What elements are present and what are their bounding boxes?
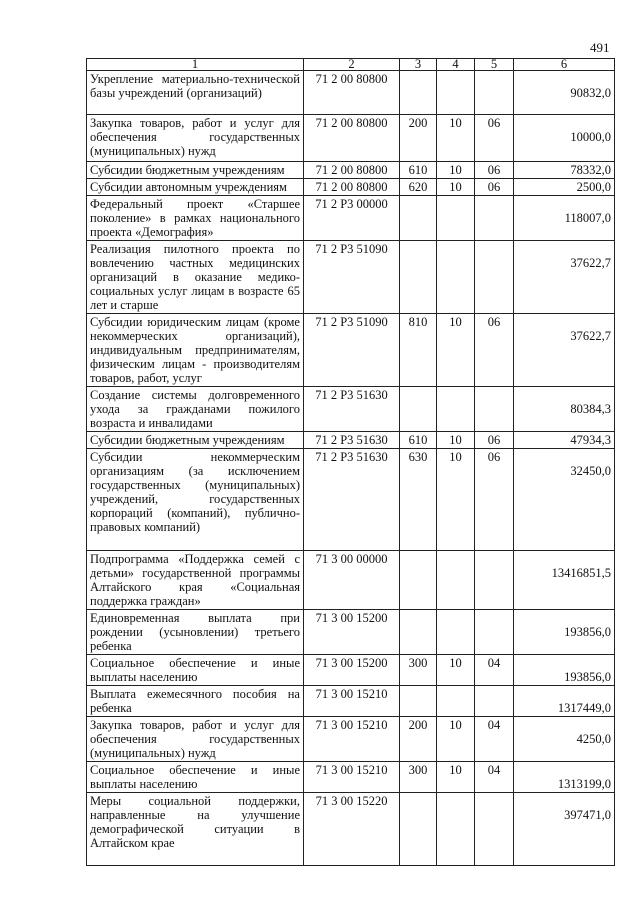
row-column-3 [400,71,437,115]
row-sum-value: 397471,0 [564,808,611,822]
row-column-4: 10 [437,162,475,179]
row-code: 71 3 00 15210 [304,762,400,793]
row-code: 71 3 00 15200 [304,655,400,686]
table-row [87,793,615,866]
table-row [87,196,615,241]
row-column-4: 10 [437,655,475,686]
row-sum [514,179,615,196]
row-column-5: 06 [475,432,514,449]
row-name: Укрепление материально-технической базы учреждений (организаций) [87,71,304,115]
row-code: 71 3 00 15210 [304,717,400,762]
row-sum-value: 4250,0 [576,732,611,746]
row-sum [514,551,615,610]
row-sum-value: 32450,0 [570,464,611,478]
column-header: 2 [304,59,400,71]
row-column-3 [400,241,437,314]
row-column-3: 810 [400,314,437,387]
row-sum-value: 37622,7 [570,256,611,270]
row-sum [514,793,615,866]
row-column-3: 200 [400,115,437,162]
row-sum [514,717,615,762]
row-sum [514,162,615,179]
row-sum-value: 193856,0 [564,625,611,639]
row-name: Реализация пилотного проекта по вовлечению частных медицинских организаций в оказание медико-социальных услуг лицам в возрасте 65 лет и старше [87,241,304,314]
row-column-3 [400,551,437,610]
table-row [87,717,615,762]
row-code: 71 3 00 00000 [304,551,400,610]
row-sum [514,655,615,686]
row-column-5: 06 [475,115,514,162]
budget-table [86,58,615,866]
row-name: Меры социальной поддержки, направленные на улучшение демографической ситуации в Алтайском крае [87,793,304,866]
row-column-5 [475,686,514,717]
row-column-5: 06 [475,449,514,551]
row-column-5 [475,71,514,115]
row-sum [514,241,615,314]
row-code: 71 2 00 80800 [304,71,400,115]
row-column-4 [437,71,475,115]
row-column-3: 630 [400,449,437,551]
row-sum-value: 78332,0 [570,163,611,177]
row-column-4 [437,241,475,314]
row-column-4 [437,196,475,241]
row-sum-value: 37622,7 [570,329,611,343]
row-name: Субсидии бюджетным учреждениям [87,432,304,449]
table-row [87,610,615,655]
row-sum [514,432,615,449]
row-column-3 [400,610,437,655]
table-row [87,115,615,162]
row-sum [514,115,615,162]
table-row [87,551,615,610]
table-row [87,387,615,432]
row-column-3: 610 [400,432,437,449]
row-sum [514,314,615,387]
table-row [87,686,615,717]
row-code: 71 3 00 15220 [304,793,400,866]
row-sum-value: 10000,0 [570,130,611,144]
column-header: 6 [514,59,615,71]
table-header-row [87,59,615,71]
row-column-5 [475,196,514,241]
row-column-3 [400,793,437,866]
row-code: 71 2 00 80800 [304,115,400,162]
row-name: Подпрограмма «Поддержка семей с детьми» государственной программы Алтайского края «Социальная поддержка граждан» [87,551,304,610]
table-row [87,162,615,179]
row-column-4 [437,610,475,655]
table-row [87,762,615,793]
row-sum [514,610,615,655]
column-header: 1 [87,59,304,71]
table-row [87,432,615,449]
row-column-3: 200 [400,717,437,762]
row-column-4: 10 [437,432,475,449]
row-column-5: 06 [475,179,514,196]
table-row [87,71,615,115]
row-sum [514,196,615,241]
row-column-5: 06 [475,314,514,387]
row-column-4: 10 [437,115,475,162]
row-code: 71 3 00 15210 [304,686,400,717]
row-name: Единовременная выплата при рождении (усыновлении) третьего ребенка [87,610,304,655]
row-sum-value: 118007,0 [564,211,611,225]
row-name: Субсидии автономным учреждениям [87,179,304,196]
table-row [87,179,615,196]
row-column-5 [475,241,514,314]
row-name: Социальное обеспечение и иные выплаты населению [87,655,304,686]
row-column-4 [437,551,475,610]
row-name: Субсидии некоммерческим организациям (за исключением государственных (муниципальных) учреждений, государственных корпораций (компаний), публично-правовых компаний) [87,449,304,551]
row-column-4: 10 [437,449,475,551]
row-sum [514,71,615,115]
row-column-3: 610 [400,162,437,179]
row-name: Субсидии бюджетным учреждениям [87,162,304,179]
row-sum [514,762,615,793]
row-column-5: 04 [475,717,514,762]
row-name: Субсидии юридическим лицам (кроме некоммерческих организаций), индивидуальным предпринимателям, физическим лицам - производителям товаров, работ, услуг [87,314,304,387]
row-column-4: 10 [437,717,475,762]
row-column-3 [400,387,437,432]
table-row [87,314,615,387]
row-column-4 [437,387,475,432]
row-sum-value: 1313199,0 [557,777,611,791]
row-code: 71 2 00 80800 [304,179,400,196]
row-column-3 [400,686,437,717]
row-sum-value: 193856,0 [564,670,611,684]
row-name: Закупка товаров, работ и услуг для обеспечения государственных (муниципальных) нужд [87,115,304,162]
column-header: 3 [400,59,437,71]
row-code: 71 2 P3 00000 [304,196,400,241]
row-sum-value: 47934,3 [570,433,611,447]
row-name: Социальное обеспечение и иные выплаты населению [87,762,304,793]
row-column-5: 04 [475,655,514,686]
row-column-5 [475,793,514,866]
row-name: Выплата ежемесячного пособия на ребенка [87,686,304,717]
row-code: 71 2 P3 51630 [304,387,400,432]
row-code: 71 2 P3 51090 [304,314,400,387]
row-sum-value: 2500,0 [576,180,611,194]
row-sum-value: 80384,3 [570,402,611,416]
row-column-5 [475,551,514,610]
row-column-5: 04 [475,762,514,793]
page-number: 491 [590,40,610,55]
row-code: 71 2 P3 51630 [304,432,400,449]
row-column-3 [400,196,437,241]
row-sum [514,387,615,432]
row-column-3: 300 [400,655,437,686]
row-name: Закупка товаров, работ и услуг для обеспечения государственных (муниципальных) нужд [87,717,304,762]
row-code: 71 2 00 80800 [304,162,400,179]
row-name: Федеральный проект «Старшее поколение» в рамках национального проекта «Демография» [87,196,304,241]
row-code: 71 2 P3 51090 [304,241,400,314]
row-column-4: 10 [437,314,475,387]
column-header: 4 [437,59,475,71]
row-column-3: 620 [400,179,437,196]
row-column-4: 10 [437,179,475,196]
table-row [87,449,615,551]
row-sum-value: 1317449,0 [557,701,611,715]
column-header: 5 [475,59,514,71]
row-sum-value: 13416851,5 [551,566,611,580]
row-column-5 [475,610,514,655]
row-column-3: 300 [400,762,437,793]
table-row [87,241,615,314]
row-column-4: 10 [437,762,475,793]
row-code: 71 2 P3 51630 [304,449,400,551]
row-column-5: 06 [475,162,514,179]
row-column-4 [437,793,475,866]
row-column-4 [437,686,475,717]
row-column-5 [475,387,514,432]
table-row [87,655,615,686]
row-sum [514,686,615,717]
row-sum-value: 90832,0 [570,86,611,100]
row-code: 71 3 00 15200 [304,610,400,655]
row-name: Создание системы долговременного ухода за гражданами пожилого возраста и инвалидами [87,387,304,432]
row-sum [514,449,615,551]
